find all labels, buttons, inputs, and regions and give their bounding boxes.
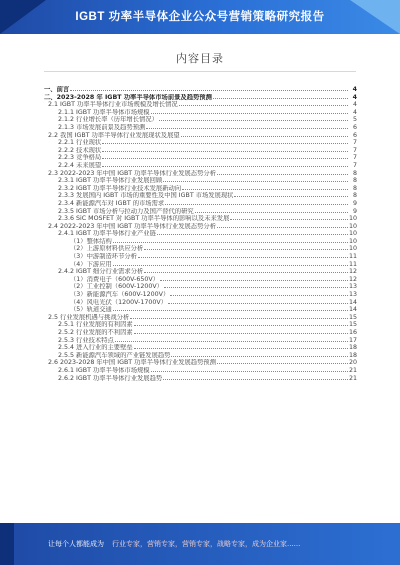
toc-leader-dots	[113, 238, 348, 243]
toc-entry[interactable]	[44, 261, 357, 269]
toc-entry-label: 2.1.3 市场发展前景及趋势预测	[58, 123, 146, 131]
toc-entry-label: 2.5.5 新能源汽车领域的产业链发展趋势	[58, 351, 171, 359]
toc-leader-dots	[138, 253, 348, 258]
toc-leader-dots	[146, 124, 348, 129]
toc-entry-label: 2.2.1 行业现状	[58, 139, 102, 147]
toc-entry-page: 7	[352, 146, 357, 154]
toc-entry[interactable]	[44, 276, 357, 284]
toc-entry-label: 2.4.1 IGBT 功率半导体行业产业链	[58, 230, 156, 238]
toc-entry-label: 2.5.3 行业技术特点	[58, 336, 114, 344]
toc-entry-page: 9	[352, 207, 357, 215]
toc-leader-dots	[157, 230, 348, 235]
toc-entry-page: 8	[352, 184, 357, 192]
toc-entry[interactable]	[44, 253, 357, 261]
heading-divider	[44, 71, 356, 72]
toc-entry-label: 2.2.3 竞争格局	[58, 154, 102, 162]
toc-entry-page: 4	[352, 108, 357, 116]
header-banner	[0, 0, 400, 34]
toc-entry-page: 18	[349, 351, 357, 359]
footer-brand: 让每个人都能成为	[48, 540, 104, 548]
toc-entry-label: 2.5.1 行业发展的有利因素	[58, 321, 133, 329]
toc-entry-page: 4	[352, 93, 357, 101]
toc-entry-page: 16	[349, 329, 357, 336]
toc-leader-dots	[217, 359, 348, 364]
toc-heading: 内容目录	[176, 52, 224, 65]
toc-entry[interactable]	[44, 94, 357, 102]
toc-leader-dots	[134, 321, 348, 326]
toc-entry[interactable]	[44, 109, 357, 117]
toc-entry[interactable]	[44, 139, 357, 147]
toc-leader-dots	[163, 177, 348, 182]
toc-entry-label: （1）消费电子（600V-650V）	[70, 275, 159, 283]
toc-leader-dots	[102, 147, 348, 152]
toc-entry-label: 二、2023-2028 年 IGBT 功率半导体市场前景及趋势预测	[44, 93, 212, 101]
toc-entry[interactable]	[44, 185, 357, 193]
toc-entry[interactable]	[44, 314, 357, 322]
toc-entry-page: 14	[349, 306, 357, 314]
toc-leader-dots	[113, 306, 348, 311]
toc-leader-dots	[102, 139, 348, 144]
toc-entry[interactable]	[44, 223, 357, 231]
toc-entry-label: 2.2.4 未来展望	[58, 161, 102, 169]
toc-leader-dots	[213, 94, 348, 99]
toc-leader-dots	[182, 185, 348, 190]
toc-entry-label: 2.3.5 IGBT 市场分析与拉动力及国产替代的研究	[58, 207, 194, 215]
toc-entry[interactable]	[44, 86, 357, 94]
toc-entry-page: 10	[349, 215, 357, 223]
toc-leader-dots	[134, 329, 348, 334]
toc-entry-label: （2）上游原材料供应分析	[70, 245, 144, 253]
toc-entry-page: 20	[349, 359, 357, 367]
toc-entry-label: 2.5.4 进入行业的主要壁垒	[58, 344, 133, 352]
toc-entry-label: 2.5 行业发展机遇与挑战分析	[48, 313, 130, 321]
toc-entry-page: 8	[352, 169, 357, 177]
toc-entry[interactable]	[44, 352, 357, 360]
toc-entry[interactable]	[44, 329, 357, 337]
toc-leader-dots	[171, 352, 348, 357]
table-of-contents	[44, 86, 357, 382]
toc-entry-page: 17	[349, 336, 357, 344]
toc-leader-dots	[102, 162, 348, 167]
toc-entry[interactable]	[44, 215, 357, 223]
toc-leader-dots	[217, 223, 348, 228]
toc-entry-label: 2.4.2 IGBT 细分行业需求分析	[58, 268, 144, 276]
toc-leader-dots	[159, 116, 348, 121]
toc-entry-page: 15	[349, 313, 357, 321]
toc-leader-dots	[181, 132, 348, 137]
toc-entry-label: （1）整体结构	[70, 237, 112, 245]
toc-entry-label: 2.2.2 技术现状	[58, 146, 102, 154]
toc-entry-page: 13	[349, 283, 357, 291]
toc-entry-page: 4	[352, 86, 357, 93]
toc-entry[interactable]	[44, 200, 357, 208]
toc-entry-page: 10	[349, 230, 357, 238]
toc-leader-dots	[234, 192, 348, 197]
toc-entry-page: 15	[349, 321, 357, 329]
toc-entry[interactable]	[44, 375, 357, 383]
toc-leader-dots	[115, 337, 348, 342]
toc-entry-page: 21	[349, 366, 357, 374]
toc-entry[interactable]	[44, 245, 357, 253]
toc-entry-label: 2.3.2 IGBT 功率半导体行业技术发展新动向	[58, 184, 182, 192]
toc-entry-label: 2.1 IGBT 功率半导体行业市场规模及增长情况	[48, 101, 178, 109]
toc-entry-label: 2.1.1 IGBT 功率半导体市场规模	[58, 108, 150, 116]
toc-leader-dots	[102, 154, 348, 159]
toc-leader-dots	[179, 101, 348, 106]
toc-entry[interactable]	[44, 177, 357, 185]
toc-entry[interactable]	[44, 154, 357, 162]
toc-entry-page: 12	[349, 275, 357, 283]
footer-slogan	[48, 523, 300, 565]
toc-entry-page: 10	[349, 237, 357, 245]
toc-entry-label: （2）工业控制（600V-1200V）	[70, 283, 163, 291]
toc-entry-page: 7	[352, 154, 357, 162]
toc-entry-label: 2.3.6 SiC MOSFET 对 IGBT 功率半导体的影响以及未来发展	[58, 215, 230, 223]
toc-entry-label: （4）风电光伏（1200V-1700V）	[70, 298, 167, 306]
toc-entry-label: 2.6 2023-2028 年中国 IGBT 功率半导体行业发展趋势预测	[48, 359, 216, 367]
toc-entry-label: （3）中游制造环节分析	[70, 253, 137, 261]
toc-entry[interactable]	[44, 359, 357, 367]
toc-entry-label: 一、前言	[44, 86, 70, 93]
toc-entry-label: 2.2 我国 IGBT 功率半导体行业发展现状及展望	[48, 131, 180, 139]
toc-entry-label: 2.4 2022-2023 年中国 IGBT 功率半导体行业发展态势分析	[48, 222, 216, 230]
toc-entry[interactable]	[44, 299, 357, 307]
toc-entry[interactable]	[44, 147, 357, 155]
toc-leader-dots	[70, 86, 348, 91]
toc-entry-page: 13	[349, 291, 357, 299]
toc-entry-page: 11	[349, 253, 357, 261]
toc-entry[interactable]	[44, 367, 357, 375]
footer-accent	[0, 523, 14, 565]
toc-entry[interactable]	[44, 238, 357, 246]
toc-entry-label: （5）轨道交通	[70, 306, 112, 314]
toc-entry-label: 2.6.2 IGBT 功率半导体行业发展趋势	[58, 374, 163, 382]
toc-entry[interactable]	[44, 116, 357, 124]
toc-entry[interactable]	[44, 101, 357, 109]
toc-entry-page: 14	[349, 298, 357, 306]
toc-entry-page: 7	[352, 139, 357, 147]
toc-entry-page: 10	[349, 245, 357, 253]
toc-leader-dots	[230, 215, 348, 220]
toc-leader-dots	[144, 268, 348, 273]
toc-entry-page: 5	[352, 116, 357, 124]
toc-entry[interactable]	[44, 306, 357, 314]
toc-entry[interactable]	[44, 208, 357, 216]
toc-entry-page: 8	[352, 177, 357, 185]
toc-leader-dots	[165, 200, 348, 205]
toc-leader-dots	[113, 261, 348, 266]
toc-leader-dots	[217, 170, 348, 175]
toc-entry-label: 2.6.1 IGBT 功率半导体市场规模	[58, 366, 150, 374]
toc-entry[interactable]	[44, 268, 357, 276]
toc-entry-page: 21	[349, 374, 357, 382]
toc-entry-label: 2.3.1 IGBT 功率半导体行业发展回顾	[58, 177, 163, 185]
toc-entry-label: （4）下游应用	[70, 260, 112, 268]
toc-entry[interactable]	[44, 291, 357, 299]
toc-entry-page: 9	[352, 199, 357, 207]
toc-leader-dots	[130, 314, 348, 319]
toc-entry[interactable]	[44, 337, 357, 345]
toc-leader-dots	[164, 283, 348, 288]
footer-more: ......	[287, 540, 301, 548]
toc-entry-page: 10	[349, 222, 357, 230]
toc-entry-label: 2.1.2 行业增长率（历年增长情况）	[58, 116, 158, 124]
toc-entry[interactable]	[44, 321, 357, 329]
footer-tags: 行业专家，营销专家，营销专家，战略专家，成为企业家	[112, 540, 287, 548]
toc-leader-dots	[151, 367, 348, 372]
toc-entry[interactable]	[44, 192, 357, 200]
toc-leader-dots	[134, 344, 348, 349]
toc-entry[interactable]	[44, 124, 357, 132]
toc-entry-page: 4	[352, 101, 357, 109]
toc-entry-label: 2.3 2022-2023 年中国 IGBT 功率半导体行业发展态势分析	[48, 169, 216, 177]
toc-entry-page: 12	[349, 268, 357, 276]
toc-leader-dots	[160, 276, 348, 281]
toc-entry[interactable]	[44, 170, 357, 178]
toc-entry-page: 7	[352, 161, 357, 169]
toc-entry[interactable]	[44, 344, 357, 352]
toc-entry[interactable]	[44, 230, 357, 238]
toc-entry-page: 6	[352, 131, 357, 139]
toc-leader-dots	[144, 245, 348, 250]
toc-entry-page: 8	[352, 192, 357, 200]
toc-entry[interactable]	[44, 283, 357, 291]
toc-leader-dots	[163, 375, 348, 380]
toc-entry[interactable]	[44, 162, 357, 170]
footer-banner	[0, 523, 400, 565]
toc-entry-label: 2.3.4 新能源汽车对 IGBT 的市场需求	[58, 199, 165, 207]
toc-leader-dots	[170, 291, 348, 296]
toc-entry-page: 11	[349, 260, 357, 268]
toc-entry-page: 6	[352, 123, 357, 131]
toc-leader-dots	[195, 208, 348, 213]
toc-leader-dots	[151, 109, 348, 114]
toc-leader-dots	[168, 299, 348, 304]
toc-entry[interactable]	[44, 132, 357, 140]
toc-entry-label: （3）新能源汽车（600V-1200V）	[70, 291, 170, 299]
report-title: IGBT 功率半导体企业公众号营销策略研究报告	[75, 11, 325, 23]
toc-entry-label: 2.5.2 行业发展的不利因素	[58, 329, 133, 336]
toc-entry-page: 18	[349, 344, 357, 352]
toc-entry-label: 2.3.3 发展国内 IGBT 市场的重要性及中国 IGBT 市场发展现状	[58, 192, 234, 200]
